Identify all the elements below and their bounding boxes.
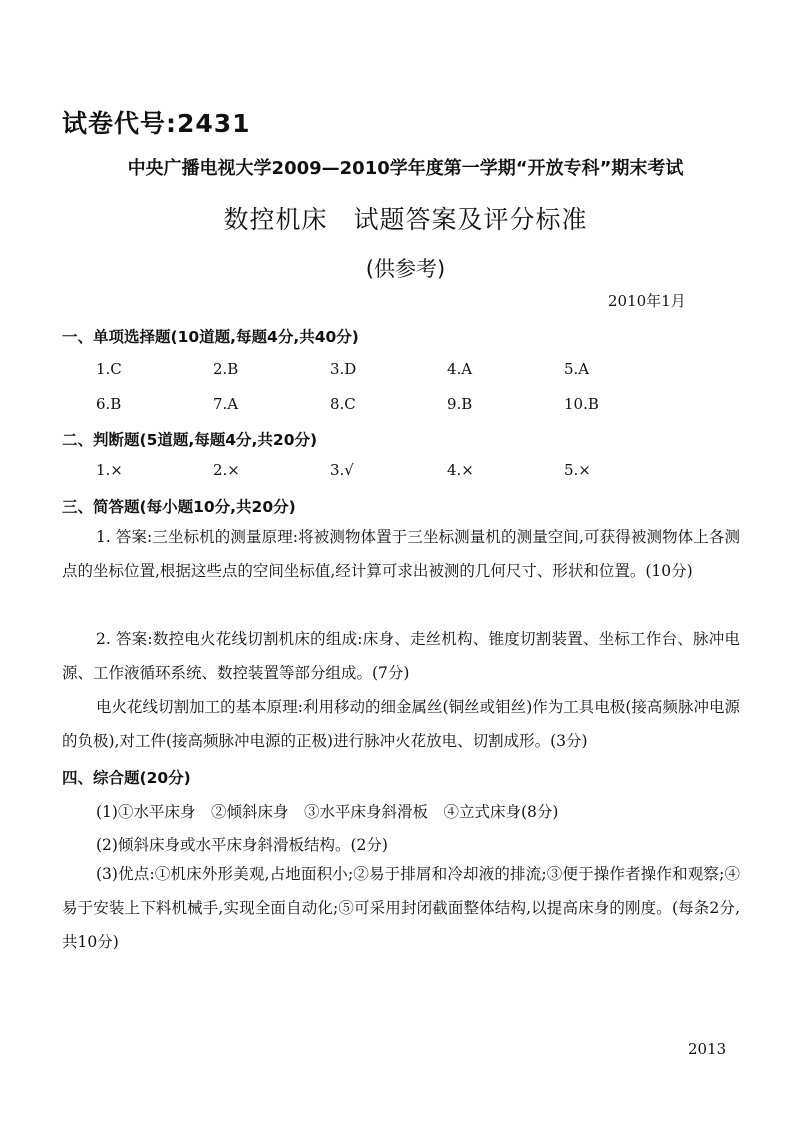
answer-7: 7.A: [213, 395, 239, 413]
exam-date: 2010年1月: [608, 292, 686, 310]
comprehensive-1: (1)①水平床身 ②倾斜床身 ③水平床身斜滑板 ④立式床身(8分): [96, 803, 559, 821]
judge-2: 2.×: [213, 461, 240, 479]
judge-4: 4.×: [447, 461, 474, 479]
answer-8: 8.C: [330, 395, 356, 413]
short-answer-2b: 电火花线切割加工的基本原理:利用移动的细金属丝(铜丝或钼丝)作为工具电极(接高频脉冲电源的负极),对工件(接高频脉冲电源的正极)进行脉冲火花放电、切割成形。(3分): [62, 698, 740, 750]
answer-1: 1.C: [96, 360, 122, 378]
exam-code: 试卷代号:2431: [62, 109, 251, 138]
reference-note: (供参考): [365, 257, 446, 281]
comprehensive-3: (3)优点:①机床外形美观,占地面积小;②易于排屑和冷却液的排流;③便于操作者操作和观察;④易于安装上下料机械手,实现全面自动化;⑤可采用封闭截面整体结构,以提高床身的刚度。(每条2分,共10分): [62, 865, 740, 951]
page-number: 2013: [688, 1040, 727, 1058]
section4-heading: 四、综合题(20分): [62, 769, 191, 787]
answer-2: 2.B: [213, 360, 239, 378]
answer-3: 3.D: [330, 360, 357, 378]
section3-heading: 三、简答题(每小题10分,共20分): [62, 498, 296, 516]
judge-5: 5.×: [564, 461, 591, 479]
page-title: 数控机床 试题答案及评分标准: [223, 205, 588, 234]
answer-6: 6.B: [96, 395, 122, 413]
judge-1: 1.×: [96, 461, 123, 479]
answer-4: 4.A: [447, 360, 473, 378]
short-answer-2a: 2. 答案:数控电火花线切割机床的组成:床身、走丝机构、锥度切割装置、坐标工作台、脉冲电源、工作液循环系统、数控装置等部分组成。(7分): [62, 630, 740, 682]
answer-10: 10.B: [564, 395, 599, 413]
judge-3: 3.√: [330, 461, 354, 479]
short-answer-1: 1. 答案:三坐标机的测量原理:将被测物体置于三坐标测量机的测量空间,可获得被测物体上各测点的坐标位置,根据这些点的空间坐标值,经计算可求出被测的几何尺寸、形状和位置。(10分): [62, 528, 740, 580]
section1-heading: 一、单项选择题(10道题,每题4分,共40分): [62, 328, 359, 346]
exam-header: 中央广播电视大学2009—2010学年度第一学期“开放专科”期末考试: [127, 158, 684, 179]
answer-5: 5.A: [564, 360, 590, 378]
answer-9: 9.B: [447, 395, 473, 413]
section2-heading: 二、判断题(5道题,每题4分,共20分): [62, 431, 318, 449]
comprehensive-2: (2)倾斜床身或水平床身斜滑板结构。(2分): [96, 836, 388, 854]
